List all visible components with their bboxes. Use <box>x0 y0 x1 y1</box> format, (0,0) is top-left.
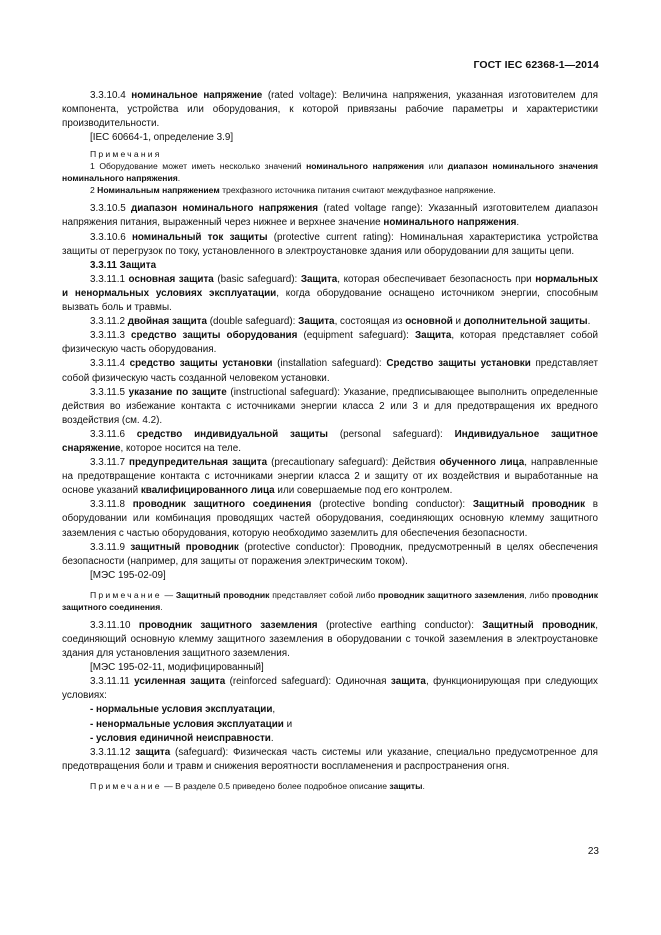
paragraph-3-3-11-7: 3.3.11.7 предупредительная защита (precautionary safeguard): Действия обученного лица, направленные на предотвращение контакта с источниками энергии класса 2 и защиту от их воздействия и выработанные на основе указаний квалифицированного лица или совершаемые под его контролем. <box>62 457 598 497</box>
list-item: - нормальные условия эксплуатации, <box>90 704 276 716</box>
paragraph-3-3-10-6: 3.3.10.6 номинальный ток защиты (protective current rating): Номинальная характеристика устройства защиты от перегрузок по току, установленного в электроустановке здания или оборудовании для защиты цепи. <box>62 231 599 257</box>
page-number: 23 <box>587 846 599 857</box>
note-3-3-11-9: Примечание — Защитный проводник представляет собой либо проводник защитного заземления, либо проводник защитного соединения. <box>62 589 598 612</box>
paragraph-3-3-10-4: 3.3.10.4 номинальное напряжение (rated voltage): Величина напряжения, указанная изготовителем для компонента, устройства или оборудования, к которой привязаны рабочие параметры и характеристики производительности. <box>62 90 599 130</box>
reference: [IEC 60664-1, определение 3.9] <box>90 132 234 144</box>
paragraph-3-3-11-6: 3.3.11.6 средство индивидуальной защиты (personal safeguard): Индивидуальное защитное снаряжение, которое носится на теле. <box>62 428 599 454</box>
note-1: 1 Оборудование может иметь несколько значений номинального напряжения или диапазон номинального значения номинального напряжения. <box>62 161 599 184</box>
paragraph-3-3-11-3: 3.3.11.3 средство защиты оборудования (equipment safeguard): Защита, которая представляет собой физическую часть оборудования. <box>62 330 598 356</box>
section-heading-3-3-11: 3.3.11 Защита <box>90 259 157 271</box>
paragraph-3-3-11-1: 3.3.11.1 основная защита (basic safeguard): Защита, которая обеспечивает безопасность при нормальных и ненормальных условиях эксплуатации, когда оборудование оснащено источником энергии, способным вызвать боль и травмы. <box>62 273 598 314</box>
note-2: 2 Номинальным напряжением трехфазного источника питания считают междуфазное напряжение. <box>90 185 496 196</box>
document-header: ГОСТ IEC 62368-1—2014 <box>473 59 599 71</box>
paragraph-3-3-11-12: 3.3.11.12 защита (safeguard): Физическая часть системы или указание, специально предусмотренное для предотвращения боли и травм и снижения вероятности воспламенения и распространения огня. <box>62 746 599 772</box>
paragraph-3-3-11-8: 3.3.11.8 проводник защитного соединения (protective bonding conductor): Защитный проводник в оборудовании или комбинация проводящих частей оборудования, соединяющих основную клемму защитного заземления с частью оборудования, которую необходимо заземлить для обеспечения безопасности. <box>62 499 598 539</box>
list-item: - ненормальные условия эксплуатации и <box>90 718 293 730</box>
reference: [МЭС 195-02-09] <box>90 569 166 581</box>
list-item: - условия единичной неисправности. <box>90 732 274 744</box>
paragraph-3-3-10-5: 3.3.10.5 диапазон номинального напряжения (rated voltage range): Указанный изготовителем диапазон напряжения питания, выраженный через нижнее и верхнее значение номинального напряжения. <box>62 203 598 229</box>
paragraph-3-3-11-9: 3.3.11.9 защитный проводник (protective conductor): Проводник, предусмотренный в целях обеспечения безопасности (например, для защиты от поражения электрическим током). <box>62 541 598 567</box>
note-3-3-11-12: Примечание — В разделе 0.5 приведено более подробное описание защиты. <box>90 780 425 791</box>
paragraph-3-3-11-5: 3.3.11.5 указание по защите (instructional safeguard): Указание, предписывающее выполнить определенные действия во избежание контакта с источниками энергии класса 2 или 3 и для предотвращения их вредного воздействия (см. 4.2). <box>62 386 599 426</box>
paragraph-3-3-11-10: 3.3.11.10 проводник защитного заземления (protective earthing conductor): Защитный проводник, соединяющий основную клемму защитного заземления в оборудовании с точкой заземления в электроустановке здания для установления защитного заземления. <box>62 619 598 660</box>
document-body <box>62 89 598 792</box>
paragraph-3-3-11-4: 3.3.11.4 средство защиты установки (installation safeguard): Средство защиты установки представляет собой физическую часть созданной человеком установки. <box>62 358 598 384</box>
paragraph-3-3-11-11: 3.3.11.11 усиленная защита (reinforced safeguard): Одиночная защита, функционирующая при следующих условиях: <box>62 676 598 702</box>
paragraph-3-3-11-2: 3.3.11.2 двойная защита (double safeguard): Защита, состоящая из основной и дополнительной защиты. <box>90 316 591 328</box>
notes-heading: Примечания <box>90 149 162 160</box>
reference: [МЭС 195-02-11, модифицированный] <box>90 662 264 674</box>
